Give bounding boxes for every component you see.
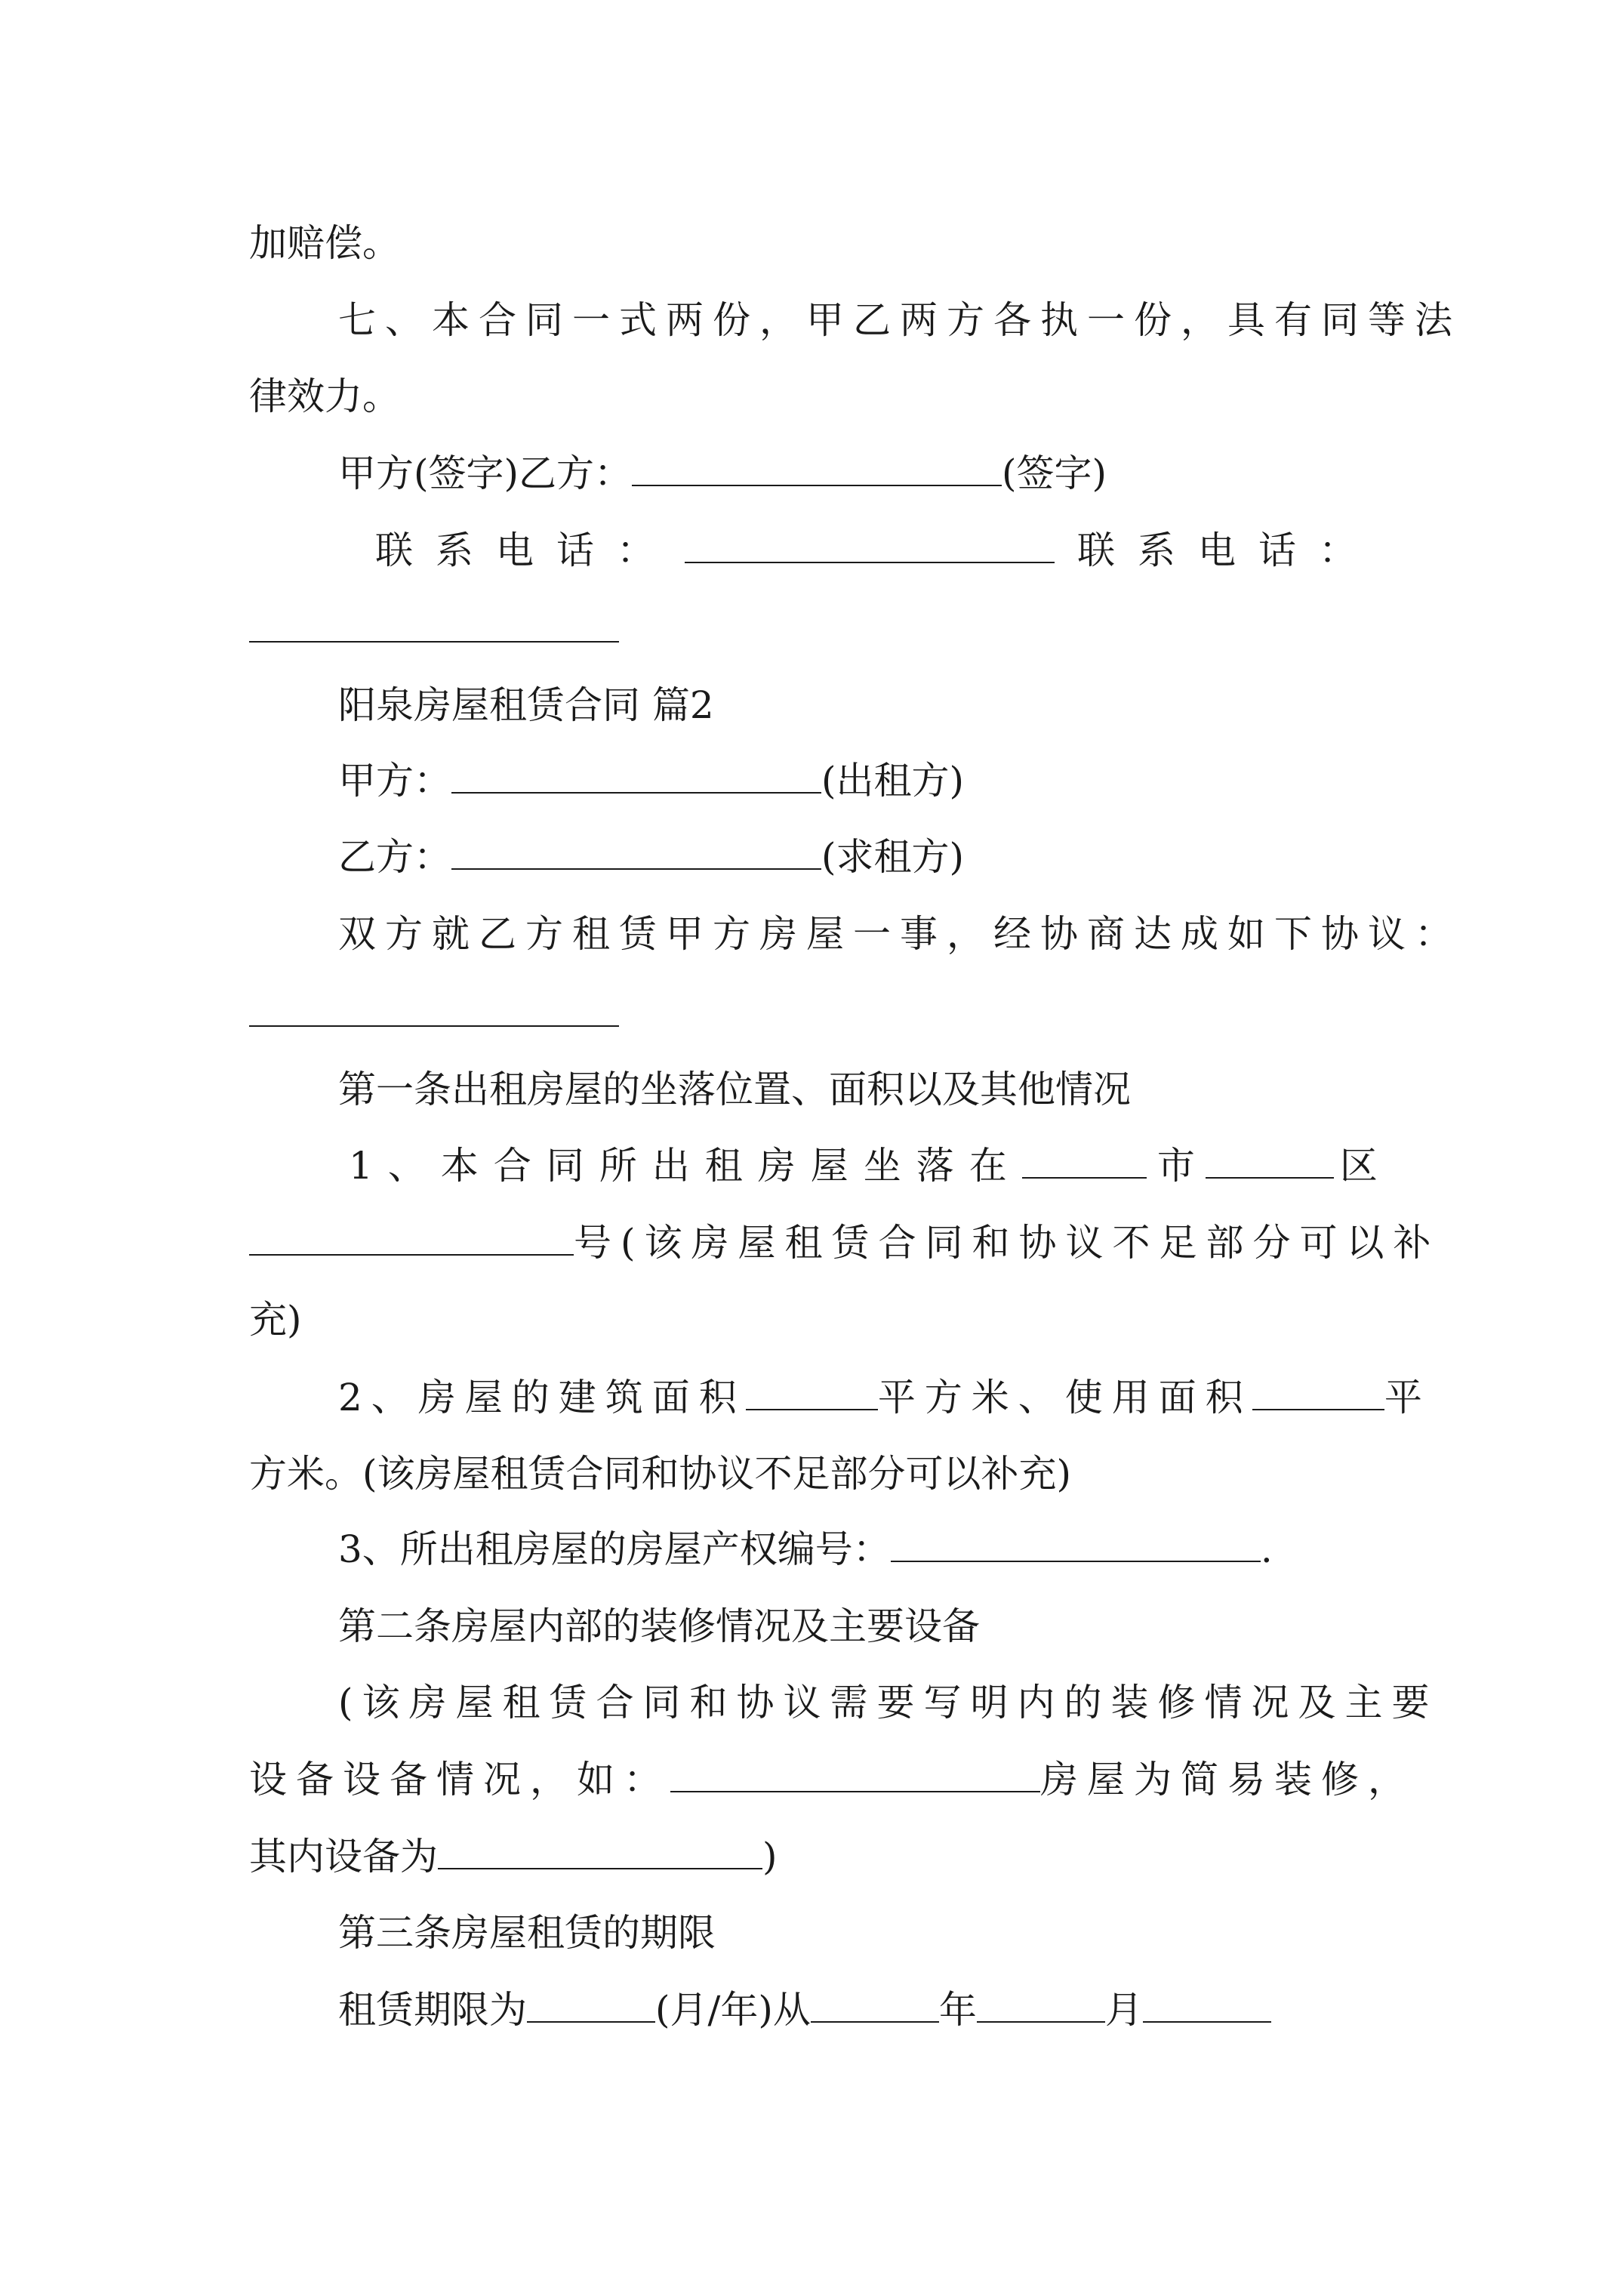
district-blank [1206,1142,1334,1179]
text-line [338,1373,1422,1422]
district-label: 区 [1339,1144,1378,1188]
period: . [1260,1527,1273,1571]
party-b-role: (求租方) [821,835,965,879]
party-a-role: (出租方) [821,759,965,803]
property-no-label: 3、所出租房屋的房屋产权编号： [338,1527,891,1571]
party-line [338,833,964,881]
article-heading: 第二条房屋内部的装修情况及主要设备 [338,1604,980,1648]
text-line: 充) [249,1298,302,1342]
location-text: 1、本合同所出租房屋坐落在 [349,1144,1022,1188]
decoration-text: 房屋为简易装修， [1040,1758,1415,1801]
article-heading: 第一条出租房屋的坐落位置、面积以及其他情况 [338,1068,1131,1111]
text-line: 双方就乙方租赁甲方房屋一事，经协商达成如下协议： [338,912,1461,956]
sign-suffix: (签字) [1002,451,1107,495]
signature-line [338,449,1107,498]
usable-area-blank [1252,1374,1384,1410]
term-blank [527,1986,655,2023]
text-line [249,1755,1415,1804]
month-blank [977,1986,1105,2023]
from-label: (月/年)从 [655,1988,811,2032]
party-b-label: 乙方： [338,835,451,879]
text-line: 七、本合同一式两份，甲乙两方各执一份，具有同等法 [338,298,1461,342]
party-a-sign-label: 甲方(签字)乙方： [338,451,633,495]
year-label: 年 [938,1988,977,2032]
article-heading: 第三条房屋租赁的期限 [338,1911,716,1955]
phone-label-b: 联系电话： [1077,529,1379,572]
month-label: 月 [1104,1988,1143,2032]
party-b-sign-blank [632,450,1002,486]
day-blank [1143,1986,1271,2023]
number-text: 号(该房屋租赁合同和协议不足部分可以补 [574,1221,1440,1265]
text-line [338,1525,1273,1573]
party-b-blank [451,834,821,870]
text-line [338,1986,1271,2034]
devices-blank [438,1833,762,1869]
party-line [338,757,964,805]
text-line: 方米。(该房屋租赁合同和协议不足部分可以补充) [249,1452,1072,1496]
text-line [249,1832,778,1881]
text-line: 加赔偿。 [249,221,400,265]
phone-line [375,526,1379,575]
phone-label-a: 联系电话： [375,529,677,572]
text-line [349,1142,1378,1190]
equipment-blank [670,1756,1040,1792]
section-title: 阳泉房屋租赁合同 篇2 [338,683,714,727]
text-line: (该房屋租赁合同和协议需要写明内的装修情况及主要 [338,1681,1439,1724]
devices-label: 其内设备为 [249,1835,438,1878]
city-label: 市 [1156,1144,1195,1188]
usable-area-label: 平方米、使用面积 [877,1376,1252,1419]
area-label: 2、房屋的建筑面积 [338,1376,746,1419]
party-a-label: 甲方： [338,759,451,803]
phone-blank-a [685,527,1055,563]
number-blank [249,1219,574,1256]
text-line [249,1219,1440,1267]
city-blank [1022,1142,1147,1179]
equipment-label: 设备设备情况，如： [249,1758,670,1801]
term-label: 租赁期限为 [338,1988,527,2032]
agreement-blank [249,1025,619,1027]
phone-blank-b [249,641,619,643]
party-a-blank [451,757,821,794]
year-blank [811,1986,939,2023]
text-line: 律效力。 [249,374,400,418]
unit-label: 平 [1384,1376,1422,1419]
property-no-blank [891,1526,1261,1562]
build-area-blank [746,1374,878,1410]
close-paren: ) [762,1835,778,1878]
